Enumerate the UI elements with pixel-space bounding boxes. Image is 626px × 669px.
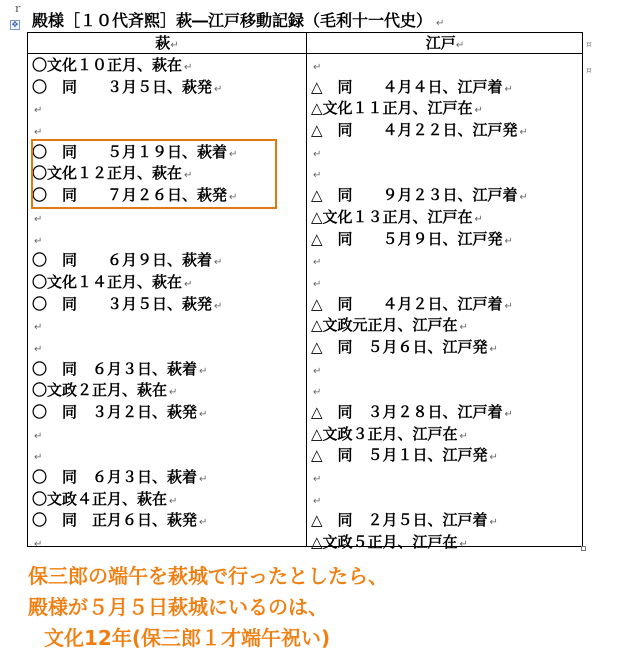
entry-text: △ 同 ３月２８日、江戸着 — [311, 403, 503, 421]
column-header-hagi[interactable] — [28, 33, 306, 53]
table-row — [32, 532, 302, 554]
entry-text: △ 同 ５月１日、江戸発 — [311, 446, 488, 465]
paragraph-mark-icon: ↵ — [34, 452, 43, 464]
paragraph-mark-icon: ↵ — [519, 127, 528, 139]
entry-text: △ 同 ４月２日、江戸着 — [311, 294, 503, 313]
travel-record-table — [27, 32, 583, 552]
table-row — [32, 402, 302, 424]
entry-text: 〇 同 ６月９日、萩着 — [32, 251, 213, 270]
paragraph-mark-icon: ↵ — [313, 278, 322, 290]
entry-text: 〇文化１２正月、萩在 — [32, 164, 183, 183]
table-row — [32, 294, 302, 316]
entry-text: △ 同 ９月２３日、江戸着 — [311, 186, 518, 205]
paragraph-mark-icon: ↵ — [474, 213, 483, 225]
table-row — [311, 229, 581, 251]
paragraph-mark-icon: ↵ — [504, 83, 513, 95]
table-row — [311, 359, 581, 381]
entry-text: △文化１１正月、江戸在 — [311, 99, 473, 118]
table-row — [32, 467, 302, 489]
note-line: 殿様が５月５日萩城にいるのは、 — [28, 595, 328, 619]
column-header-edo-label: 江戸 — [425, 34, 456, 52]
table-row — [32, 77, 302, 99]
paragraph-mark-icon: ↵ — [34, 127, 43, 139]
entry-text: 〇文化１０正月、萩在 — [32, 56, 183, 74]
paragraph-mark-icon: ↵ — [474, 105, 483, 117]
note-line: 文化12年(保三郎１才端午祝い) — [44, 626, 331, 650]
table-row — [32, 445, 302, 467]
paragraph-mark-icon: ↵ — [184, 62, 193, 73]
entry-text: 〇 同 ３月５日、萩発 — [32, 294, 213, 313]
table-row — [311, 185, 581, 207]
table-row — [32, 98, 302, 120]
paragraph-mark-icon: ↵ — [519, 192, 528, 204]
paragraph-mark-icon: ↵ — [504, 235, 513, 247]
note-line: 保三郎の端午を萩城で行ったとしたら、 — [28, 564, 388, 588]
paragraph-mark-icon: ↵ — [199, 517, 208, 529]
cell-end-mark-icon: ↵ — [170, 40, 179, 51]
table-row — [311, 467, 581, 489]
paragraph-mark-icon: ↵ — [34, 322, 43, 334]
column-header-hagi-label: 萩 — [155, 34, 171, 52]
table-row — [311, 207, 581, 229]
table-row — [32, 510, 302, 532]
edo-column-cell[interactable] — [311, 55, 581, 554]
table-row — [311, 120, 581, 142]
paragraph-mark-icon: ↵ — [229, 192, 238, 204]
table-row — [32, 207, 302, 229]
entry-text: 〇文化１４正月、萩在 — [32, 272, 183, 291]
table-row — [32, 337, 302, 359]
annotation-note — [28, 561, 388, 654]
page-corner-mark: ｒ — [12, 2, 23, 15]
paragraph-mark-icon: ↵ — [169, 387, 178, 399]
paragraph-mark-icon: ↵ — [34, 105, 43, 117]
table-row — [311, 380, 581, 402]
paragraph-mark-icon: ↵ — [34, 539, 43, 551]
paragraph-mark-icon: ↵ — [313, 495, 322, 507]
entry-text: 〇 同 ３月５日、萩発 — [32, 77, 213, 96]
table-row — [311, 250, 581, 272]
paragraph-mark-icon: ↵ — [459, 430, 468, 442]
paragraph-mark-icon: ↵ — [229, 148, 238, 160]
paragraph-mark-icon: ↵ — [489, 343, 498, 355]
table-row — [32, 272, 302, 294]
paragraph-mark-icon: ↵ — [184, 278, 193, 290]
paragraph-mark-icon: ↵ — [184, 170, 193, 182]
paragraph-mark-icon: ↵ — [214, 300, 223, 312]
paragraph-mark-icon: ↵ — [34, 343, 43, 355]
entry-text: △文政５正月、江戸在 — [311, 533, 458, 552]
paragraph-mark-icon: ↵ — [214, 257, 223, 269]
row-end-mark-icon: ¤ — [586, 66, 592, 76]
paragraph-mark-icon: ↵ — [489, 452, 498, 464]
table-row — [311, 142, 581, 164]
paragraph-mark-icon: ↵ — [34, 430, 43, 442]
table-resize-handle-icon[interactable] — [581, 546, 586, 551]
table-row — [311, 163, 581, 185]
table-row — [311, 532, 581, 554]
table-row — [311, 337, 581, 359]
document-title-text: 殿様［１０代斉熙］萩―江戸移動記録（毛利十一代史） — [32, 11, 433, 30]
document-title — [32, 11, 444, 31]
entry-text: 〇 同 ５月１９日、萩着 — [32, 142, 228, 161]
paragraph-mark-icon: ↵ — [504, 300, 513, 312]
paragraph-mark-icon: ↵ — [34, 213, 43, 225]
cell-end-mark-icon: ↵ — [455, 40, 465, 51]
table-row — [32, 424, 302, 446]
table-row — [311, 510, 581, 532]
entry-text: 〇 同 ６月３日、萩着 — [32, 359, 198, 378]
entry-text: △文政３正月、江戸在 — [311, 424, 458, 443]
paragraph-mark-icon: ↵ — [199, 474, 208, 486]
entry-text: 〇 同 正月６日、萩発 — [32, 511, 198, 530]
entry-text: △ 同 ４月２２日、江戸発 — [311, 121, 518, 140]
table-row — [311, 315, 581, 337]
table-row — [311, 98, 581, 120]
paragraph-mark-icon: ↵ — [313, 170, 322, 182]
column-divider — [306, 33, 307, 546]
table-row — [311, 489, 581, 511]
table-row — [32, 489, 302, 511]
table-row — [32, 359, 302, 381]
table-row — [32, 315, 302, 337]
paragraph-mark-icon: ↵ — [459, 322, 468, 334]
paragraph-mark-icon: ↵ — [489, 517, 498, 529]
table-row — [311, 424, 581, 446]
hagi-column-cell[interactable] — [32, 55, 302, 554]
table-row — [311, 445, 581, 467]
paragraph-mark-icon: ↵ — [34, 235, 43, 247]
paragraph-mark-icon: ↵ — [313, 365, 322, 377]
table-row — [32, 250, 302, 272]
table-row — [311, 77, 581, 99]
paragraph-mark-icon: ↵ — [504, 409, 513, 420]
entry-text: 〇文政２正月、萩在 — [32, 381, 168, 400]
paragraph-mark-icon: ↵ — [199, 409, 208, 420]
entry-text: △ 同 ５月６日、江戸発 — [311, 337, 488, 356]
paragraph-mark-icon: ↵ — [313, 474, 322, 486]
paragraph-mark-icon: ↵ — [199, 365, 208, 377]
table-row — [32, 55, 302, 77]
paragraph-mark-icon: ↵ — [436, 18, 445, 29]
paragraph-mark-icon: ↵ — [313, 257, 322, 269]
table-row — [311, 55, 581, 77]
entry-text: 〇 同 ３月２日、萩発 — [32, 403, 198, 421]
entry-text: 〇文政４正月、萩在 — [32, 489, 168, 508]
header-rule — [28, 53, 582, 54]
entry-text: △ 同 ５月９日、江戸発 — [311, 229, 503, 248]
entry-text: △ 同 ４月４日、江戸着 — [311, 77, 503, 96]
highlight-box — [31, 139, 277, 209]
table-row — [32, 380, 302, 402]
entry-text: △文政元正月、江戸在 — [311, 316, 458, 335]
entry-text: △文化１３正月、江戸在 — [311, 207, 473, 226]
paragraph-mark-icon: ↵ — [459, 539, 468, 551]
header-row-end-mark-icon: ¤ — [586, 40, 592, 50]
paragraph-mark-icon: ↵ — [214, 83, 223, 95]
table-row — [311, 402, 581, 424]
entry-text: 〇 同 ６月３日、萩着 — [32, 468, 198, 487]
entry-text: △ 同 ２月５日、江戸着 — [311, 511, 488, 530]
paragraph-mark-icon: ↵ — [169, 495, 178, 507]
table-row — [311, 272, 581, 294]
paragraph-mark-icon: ↵ — [313, 387, 322, 399]
paragraph-mark-icon: ↵ — [313, 148, 322, 160]
entry-text: 〇 同 ７月２６日、萩発 — [32, 186, 228, 205]
column-header-edo[interactable] — [306, 33, 584, 53]
paragraph-mark-icon: ↵ — [313, 62, 322, 73]
table-row — [32, 229, 302, 251]
table-move-handle-icon[interactable]: ✥ — [11, 20, 19, 29]
table-row — [311, 294, 581, 316]
